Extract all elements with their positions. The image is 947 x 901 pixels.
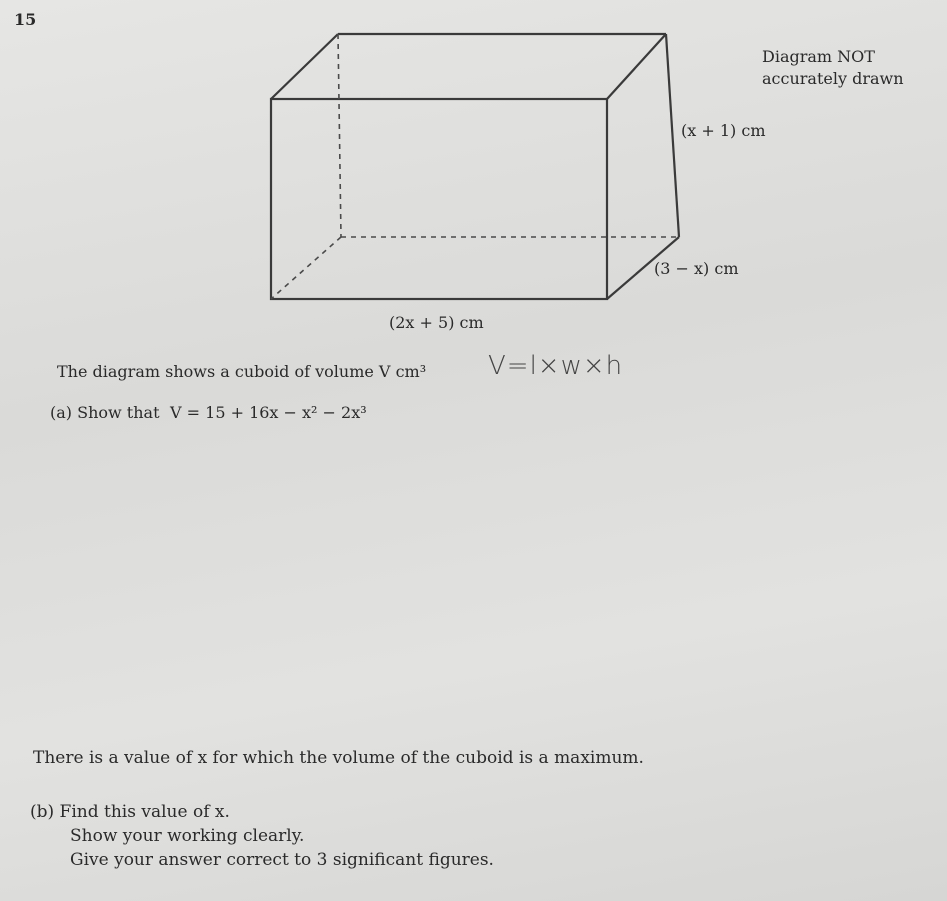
height-label: (x + 1) cm — [681, 121, 766, 140]
question-intro: The diagram shows a cuboid of volume V cm³ — [57, 362, 427, 381]
cuboid-edge — [607, 34, 666, 99]
diagram-note — [762, 46, 904, 90]
depth-label: (3 − x) cm — [654, 259, 739, 278]
part-a-label: (a) Show that — [50, 403, 160, 422]
cuboid-edge — [271, 34, 338, 99]
maximum-statement: There is a value of x for which the volume of the cuboid is a maximum. — [33, 748, 644, 768]
diagram-note-line: accurately drawn — [762, 69, 904, 88]
part-a — [50, 403, 367, 422]
part-b-prompt: (b) Find this value of x. — [30, 802, 230, 822]
cuboid-edge — [666, 34, 679, 237]
part-a-equation: V = 15 + 16x − x² − 2x³ — [170, 403, 367, 422]
part-b — [30, 800, 494, 872]
diagram-note-line: Diagram NOT — [762, 47, 875, 66]
part-b-instruction: Show your working clearly. — [70, 826, 305, 846]
cuboid-hidden-edge — [338, 34, 341, 237]
cuboid-hidden-edge — [271, 237, 341, 299]
width-label: (2x + 5) cm — [389, 313, 484, 332]
part-b-instruction: Give your answer correct to 3 significant figures. — [70, 850, 494, 870]
handwritten-note: V=l×w×h — [488, 351, 624, 381]
question-number: 15 — [14, 10, 37, 29]
cuboid-front-face — [271, 99, 607, 299]
